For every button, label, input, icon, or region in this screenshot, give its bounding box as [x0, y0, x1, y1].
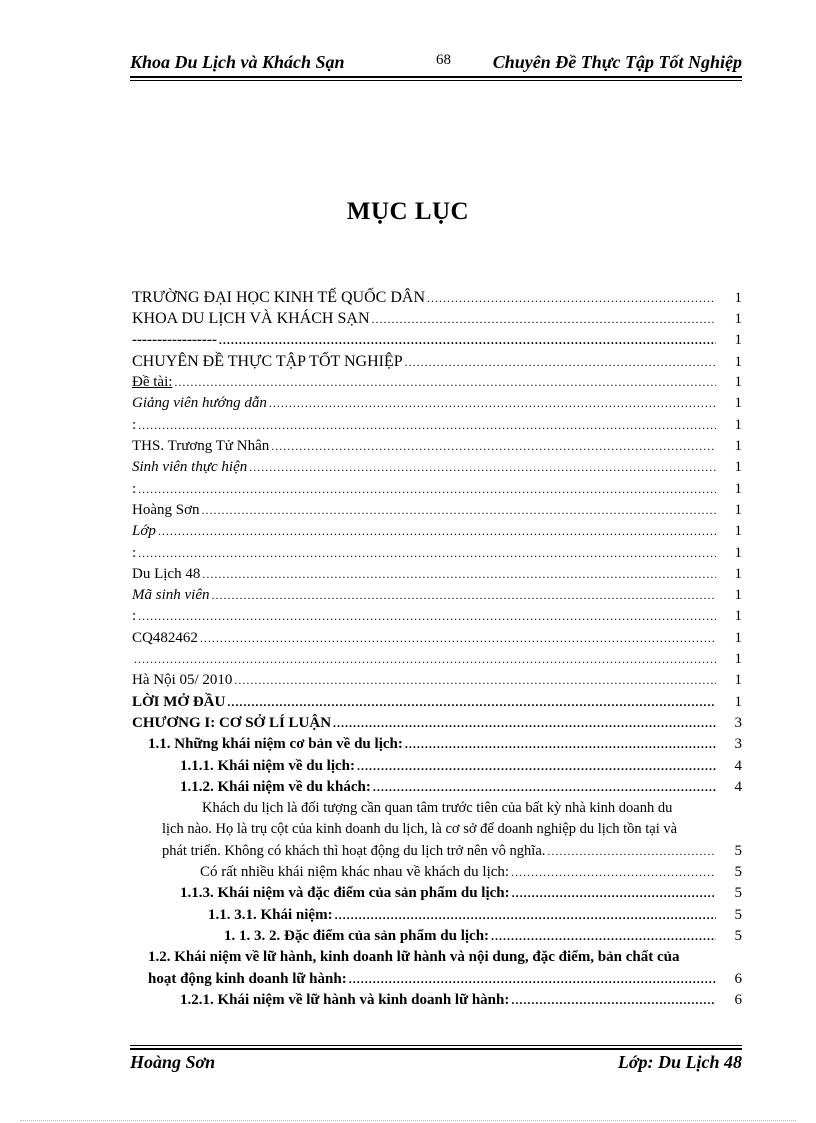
toc-entry-text: hoạt động kinh doanh lữ hành:	[148, 970, 347, 987]
toc-entry-page: 1	[734, 693, 742, 710]
toc-leader-dots	[335, 905, 716, 926]
footer-rule-thin	[130, 1045, 742, 1046]
toc-entry[interactable]	[132, 585, 742, 606]
toc-entry[interactable]	[132, 543, 742, 564]
toc-entry[interactable]	[132, 628, 742, 649]
toc-leader-dots	[200, 628, 716, 649]
toc-entry-text: 1.1. Những khái niệm cơ bản về du lịch:	[148, 736, 403, 753]
toc-leader-dots	[134, 649, 716, 670]
toc-leader-dots	[138, 606, 716, 627]
toc-entry-page: 1	[734, 587, 742, 604]
header-rule-thick	[130, 76, 742, 78]
toc-leader-dots	[357, 756, 716, 777]
toc-entry-text: -----------------	[132, 331, 217, 348]
toc-entry[interactable]	[132, 756, 742, 777]
toc-entry[interactable]	[132, 564, 742, 585]
toc-entry-page: 1	[734, 480, 742, 497]
toc-entry[interactable]	[132, 436, 742, 457]
toc-entry-page: 3	[734, 736, 742, 753]
toc-entry-text: :	[132, 416, 137, 433]
toc-entry-page: 6	[734, 991, 742, 1008]
toc-entry-page: 1	[734, 395, 742, 412]
toc-entry[interactable]	[132, 308, 742, 329]
header-document-type: Chuyên Đề Thực Tập Tốt Nghiệp	[492, 52, 742, 72]
toc-leader-dots	[211, 585, 716, 606]
toc-entry[interactable]	[132, 883, 742, 904]
toc-leader-dots	[249, 457, 716, 478]
toc-entry[interactable]	[132, 692, 742, 713]
toc-entry-page: 1	[734, 311, 742, 328]
header-department: Khoa Du Lịch và Khách Sạn	[130, 52, 345, 72]
toc-entry-section-1-2[interactable]	[132, 947, 742, 968]
toc-entry-page: 1	[734, 501, 742, 518]
toc-entry-text: Hà Nội 05/ 2010	[132, 672, 233, 689]
toc-entry-page: 1	[734, 331, 742, 348]
toc-entry[interactable]	[132, 500, 742, 521]
footer-class: Lớp: Du Lịch 48	[617, 1052, 742, 1072]
toc-entry[interactable]	[132, 990, 742, 1011]
toc-leader-dots	[202, 564, 716, 585]
toc-leader-dots	[202, 500, 716, 521]
toc-entry-text: Có rất nhiều khái niệm khác nhau về khách du lịch:	[200, 864, 510, 881]
footer-author: Hoàng Sơn	[130, 1052, 216, 1072]
toc-entry-page: 1	[734, 651, 742, 668]
toc-paragraph-entry[interactable]	[132, 798, 742, 862]
toc-entry-text: 1.1.2. Khái niệm về du khách:	[180, 778, 371, 795]
toc-entry-text: Giảng viên hướng dẫn	[132, 395, 267, 412]
toc-entry[interactable]	[132, 351, 742, 372]
toc-entry-text: Hoàng Sơn	[132, 501, 200, 518]
toc-entry-page: 1	[734, 565, 742, 582]
toc-entry-page: 4	[734, 757, 742, 774]
toc-leader-dots	[512, 883, 716, 904]
paragraph-line: phát triển. Không có khách thì hoạt động du lịch trở nên vô nghĩa.	[162, 842, 546, 859]
toc-entry-page: 6	[734, 970, 742, 987]
toc-leader-dots	[227, 692, 716, 713]
toc-entry-text: CHƯƠNG I: CƠ SỞ LÍ LUẬN	[132, 714, 332, 731]
toc-entry-text: LỜI MỞ ĐẦU	[132, 693, 226, 710]
paragraph-line: Khách du lịch là đối tượng cần quan tâm trước tiên của bất kỳ nhà kinh doanh du	[202, 800, 673, 817]
toc-leader-dots	[269, 393, 716, 414]
toc-leader-dots	[405, 734, 716, 755]
toc-entry-page: 1	[734, 438, 742, 455]
page-footer	[130, 1050, 742, 1074]
toc-entry[interactable]	[132, 777, 742, 798]
toc-entry-page: 1	[734, 672, 742, 689]
toc-leader-dots	[349, 969, 716, 990]
page-header	[130, 50, 742, 76]
toc-entry[interactable]	[132, 905, 742, 926]
toc-entry-page: 1	[734, 459, 742, 476]
toc-entry-section-1-2-cont[interactable]	[132, 969, 742, 990]
toc-entry-page: 1	[734, 416, 742, 433]
toc-entry[interactable]	[132, 415, 742, 436]
toc-leader-dots	[138, 479, 716, 500]
toc-entry[interactable]	[132, 393, 742, 414]
toc-leader-dots	[219, 330, 716, 351]
toc-entry-text: :	[132, 608, 137, 625]
toc-entry-text: :	[132, 544, 137, 561]
toc-entry-page: 1	[734, 629, 742, 646]
toc-entry[interactable]	[132, 521, 742, 542]
toc-leader-dots	[547, 841, 716, 862]
toc-entry[interactable]	[132, 606, 742, 627]
toc-entry-page: 1	[734, 374, 742, 391]
toc-entry-page: 1	[734, 523, 742, 540]
toc-entry[interactable]	[132, 713, 742, 734]
toc-entry-text: 1.2. Khái niệm về lữ hành, kinh doanh lữ hành và nội dung, đặc điểm, bản chất của	[148, 949, 680, 966]
toc-entry[interactable]	[132, 670, 742, 691]
toc-entry[interactable]	[132, 649, 742, 670]
toc-leader-dots	[405, 352, 716, 373]
toc-entry-page: 5	[734, 842, 742, 859]
toc-leader-dots	[271, 436, 716, 457]
toc-entry-text: CQ482462	[132, 629, 198, 646]
toc-leader-dots	[174, 372, 716, 393]
toc-leader-dots	[511, 990, 716, 1011]
toc-entry-page: 5	[734, 927, 742, 944]
toc-entry-text: 1.1.3. Khái niệm và đặc điểm của sản phẩm du lịch:	[180, 885, 510, 902]
toc-entry-page: 1	[734, 608, 742, 625]
toc-entry-text: CHUYÊN ĐỀ THỰC TẬP TỐT NGHIỆP	[132, 352, 403, 370]
toc-leader-dots	[158, 521, 716, 542]
toc-entry-page: 5	[734, 906, 742, 923]
toc-entry-text: KHOA DU LỊCH VÀ KHÁCH SẠN	[132, 310, 370, 328]
toc-leader-dots	[138, 415, 716, 436]
toc-entry-text: 1.1. 3.1. Khái niệm:	[208, 906, 333, 923]
toc-leader-dots	[372, 309, 717, 330]
toc-entry-page: 1	[734, 544, 742, 561]
toc-entry[interactable]	[132, 926, 742, 947]
toc-entry[interactable]	[132, 457, 742, 478]
header-rule-thin	[130, 80, 742, 81]
paragraph-line: lịch nào. Họ là trụ cột của kinh doanh du lịch, là cơ sở để doanh nghiệp du lịch tồn tại và	[162, 821, 678, 838]
toc-entry[interactable]	[132, 330, 742, 351]
toc-entry-text: Sinh viên thực hiện	[132, 459, 248, 476]
page-title: MỤC LỤC	[346, 198, 470, 225]
toc-leader-dots	[138, 543, 716, 564]
toc-entry-text: 1.1.1. Khái niệm về du lịch:	[180, 757, 356, 774]
toc-entry[interactable]	[132, 287, 742, 308]
toc-entry-text: 1. 1. 3. 2. Đặc điểm của sản phẩm du lịch:	[224, 927, 490, 944]
toc-entry-text: Lớp	[132, 523, 156, 540]
toc-entry-page: 4	[734, 778, 742, 795]
toc-entry-text: :	[132, 480, 137, 497]
toc-entry-text: Du Lịch 48	[132, 565, 201, 582]
toc-leader-dots	[511, 862, 716, 883]
toc-entry[interactable]	[132, 734, 742, 755]
toc-entry-text: Đề tài:	[132, 374, 173, 391]
toc-entry[interactable]	[132, 372, 742, 393]
toc-entry-page: 5	[734, 885, 742, 902]
paragraph-last-line	[162, 841, 742, 862]
toc-leader-dots	[373, 777, 716, 798]
header-page-number: 68	[436, 52, 451, 68]
toc-entry[interactable]	[132, 479, 742, 500]
toc-entry-text: 1.2.1. Khái niệm về lữ hành và kinh doanh lữ hành:	[180, 991, 510, 1008]
toc-entry-text: Mã sinh viên	[132, 587, 210, 604]
toc-leader-dots	[333, 713, 716, 734]
toc-entry[interactable]	[132, 862, 742, 883]
toc-entry-page: 1	[734, 353, 742, 370]
toc-entry-page: 5	[734, 864, 742, 881]
toc-entry-page: 1	[734, 290, 742, 306]
page-bottom-border	[20, 1120, 796, 1121]
toc-entry-text: THS. Trương Tử Nhân	[132, 438, 270, 455]
table-of-contents	[132, 287, 742, 1011]
toc-leader-dots	[491, 926, 716, 947]
toc-entry-text: TRƯỜNG ĐẠI HỌC KINH TẾ QUỐC DÂN	[132, 289, 425, 306]
toc-leader-dots	[427, 288, 716, 309]
toc-entry-page: 3	[734, 714, 742, 731]
toc-leader-dots	[234, 670, 716, 691]
